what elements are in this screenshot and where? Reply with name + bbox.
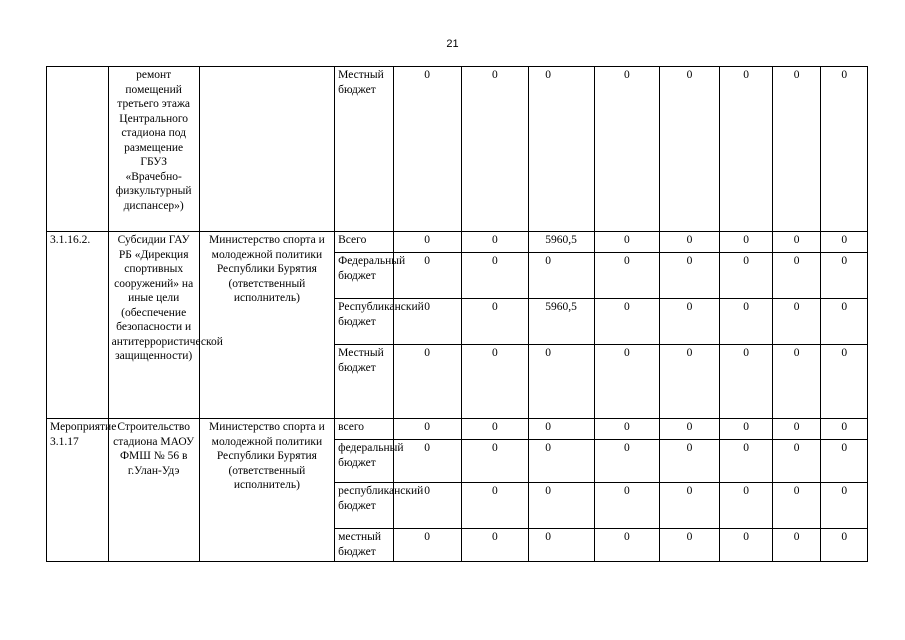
budget-value-year-6: 0 [720, 299, 773, 345]
budget-value-year-3: 0 [529, 483, 595, 529]
budget-value-year-2: 0 [461, 345, 529, 419]
budget-value-year-2: 0 [461, 483, 529, 529]
budget-value-year-6: 0 [720, 440, 773, 483]
budget-value-year-2: 0 [461, 419, 529, 440]
budget-value-year-8: 0 [821, 345, 868, 419]
measure-name: Субсидии ГАУ РБ «Дирекция спортивных сооружений» на иные цели (обеспечение безопасности и антитеррористической защищенности) [108, 232, 199, 419]
budget-table [46, 66, 868, 562]
funding-source: Федеральный бюджет [335, 253, 394, 299]
budget-value-year-5: 0 [659, 440, 720, 483]
budget-value-year-5: 0 [659, 483, 720, 529]
budget-value-year-4: 0 [594, 440, 659, 483]
budget-value-year-1: 0 [393, 299, 461, 345]
budget-value-year-7: 0 [772, 440, 821, 483]
budget-value-year-1: 0 [393, 529, 461, 562]
budget-value-year-4: 0 [594, 345, 659, 419]
budget-value-year-1: 0 [393, 440, 461, 483]
funding-source: Республиканский бюджет [335, 299, 394, 345]
funding-source: Местный бюджет [335, 67, 394, 232]
budget-value-year-7: 0 [772, 419, 821, 440]
budget-value-year-1: 0 [393, 419, 461, 440]
measure-code: Мероприятие 3.1.17 [47, 419, 109, 562]
budget-value-year-7: 0 [772, 345, 821, 419]
budget-value-year-5: 0 [659, 529, 720, 562]
budget-value-year-8: 0 [821, 67, 868, 232]
budget-value-year-2: 0 [461, 299, 529, 345]
budget-value-year-1: 0 [393, 345, 461, 419]
budget-value-year-6: 0 [720, 232, 773, 253]
budget-value-year-6: 0 [720, 253, 773, 299]
budget-value-year-6: 0 [720, 345, 773, 419]
budget-value-year-4: 0 [594, 419, 659, 440]
budget-value-year-6: 0 [720, 529, 773, 562]
budget-value-year-7: 0 [772, 67, 821, 232]
budget-value-year-1: 0 [393, 232, 461, 253]
budget-value-year-4: 0 [594, 253, 659, 299]
funding-source: федеральный бюджет [335, 440, 394, 483]
budget-value-year-2: 0 [461, 529, 529, 562]
budget-value-year-6: 0 [720, 483, 773, 529]
budget-value-year-3: 0 [529, 345, 595, 419]
funding-source: Всего [335, 232, 394, 253]
budget-value-year-4: 0 [594, 483, 659, 529]
budget-value-year-7: 0 [772, 529, 821, 562]
budget-value-year-5: 0 [659, 67, 720, 232]
measure-name: ремонт помещений третьего этажа Центрального стадиона под размещение ГБУЗ «Врачебно-физкультурный диспансер») [108, 67, 199, 232]
table-row [47, 232, 868, 253]
budget-value-year-1: 0 [393, 483, 461, 529]
budget-value-year-2: 0 [461, 440, 529, 483]
budget-value-year-8: 0 [821, 253, 868, 299]
budget-value-year-3: 0 [529, 253, 595, 299]
budget-value-year-7: 0 [772, 253, 821, 299]
budget-value-year-8: 0 [821, 232, 868, 253]
budget-value-year-8: 0 [821, 440, 868, 483]
page-number: 21 [446, 38, 459, 50]
budget-value-year-7: 0 [772, 299, 821, 345]
table-row [47, 67, 868, 232]
budget-value-year-2: 0 [461, 253, 529, 299]
budget-value-year-7: 0 [772, 232, 821, 253]
budget-value-year-2: 0 [461, 232, 529, 253]
executor: Министерство спорта и молодежной политики Республики Бурятия (ответственный исполнитель) [199, 419, 334, 562]
budget-value-year-8: 0 [821, 299, 868, 345]
budget-value-year-4: 0 [594, 299, 659, 345]
budget-value-year-8: 0 [821, 483, 868, 529]
table-row [47, 419, 868, 440]
budget-value-year-5: 0 [659, 253, 720, 299]
budget-value-year-5: 0 [659, 299, 720, 345]
budget-value-year-3: 0 [529, 440, 595, 483]
budget-value-year-3: 0 [529, 67, 595, 232]
budget-value-year-8: 0 [821, 529, 868, 562]
budget-value-year-5: 0 [659, 232, 720, 253]
budget-value-year-3: 5960,5 [529, 299, 595, 345]
executor: Министерство спорта и молодежной политики Республики Бурятия (ответственный исполнитель) [199, 232, 334, 419]
budget-value-year-4: 0 [594, 232, 659, 253]
budget-value-year-3: 5960,5 [529, 232, 595, 253]
funding-source: всего [335, 419, 394, 440]
budget-value-year-3: 0 [529, 419, 595, 440]
budget-value-year-1: 0 [393, 253, 461, 299]
measure-name: Строительство стадиона МАОУ ФМШ № 56 в г.Улан-Удэ [108, 419, 199, 562]
budget-value-year-2: 0 [461, 67, 529, 232]
budget-value-year-5: 0 [659, 419, 720, 440]
budget-value-year-3: 0 [529, 529, 595, 562]
budget-value-year-1: 0 [393, 67, 461, 232]
budget-value-year-4: 0 [594, 529, 659, 562]
funding-source: Местный бюджет [335, 345, 394, 419]
budget-value-year-4: 0 [594, 67, 659, 232]
budget-value-year-7: 0 [772, 483, 821, 529]
measure-code [47, 67, 109, 232]
funding-source: местный бюджет [335, 529, 394, 562]
funding-source: республиканский бюджет [335, 483, 394, 529]
budget-value-year-5: 0 [659, 345, 720, 419]
budget-value-year-6: 0 [720, 67, 773, 232]
budget-value-year-6: 0 [720, 419, 773, 440]
measure-code: 3.1.16.2. [47, 232, 109, 419]
budget-value-year-8: 0 [821, 419, 868, 440]
executor [199, 67, 334, 232]
